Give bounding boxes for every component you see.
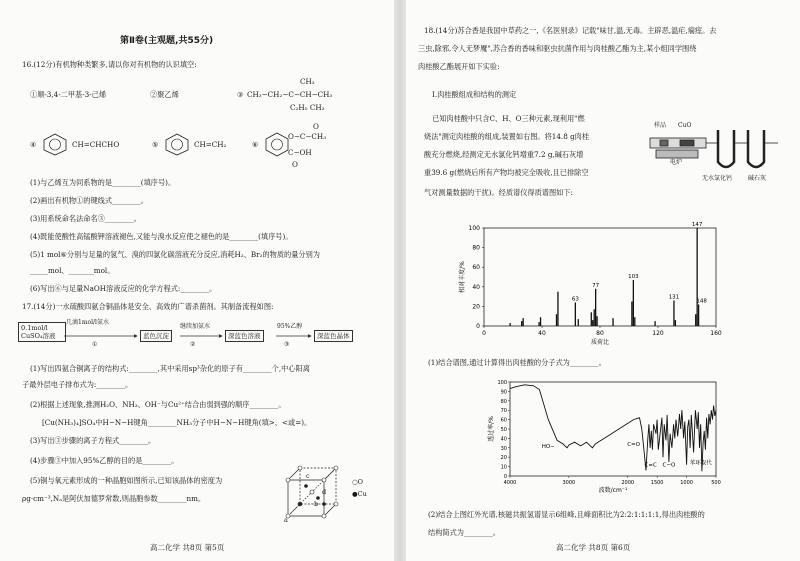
ir-xlabel: 波数/cm⁻¹: [598, 487, 628, 494]
flow-step-3: 95%乙醇: [277, 323, 303, 330]
q18-q2-2: 结构简式为________。: [428, 528, 500, 537]
ms-ytick-label: 60: [472, 264, 480, 272]
q16-sub-3: (3)用系统命名法命名③________。: [30, 214, 141, 223]
mass-spectrum-chart: [456, 222, 726, 346]
part1-line-1: 已知肉桂酸中只含C、H、O三种元素,现利用"燃: [432, 114, 585, 123]
part1-line-4: 重39.6 g(燃烧后所有产物均被完全吸收,且已排除空: [424, 168, 589, 177]
q16-item-2: ②聚乙烯: [150, 90, 179, 99]
cell-label-c: c: [306, 472, 310, 480]
cell-label-b: b: [314, 500, 319, 508]
ms-ytick-label: 40: [472, 283, 480, 291]
part1-title: Ⅰ.肉桂酸组成和结构的测定: [432, 90, 517, 99]
app-label-cuo: CuO: [678, 122, 692, 129]
ir-ytick-label: 50: [500, 427, 507, 433]
ir-xtick-label: 3000: [562, 480, 576, 486]
part1-line-2: 烧法"测定肉桂酸的组成,装置如右图。将14.8 g肉桂: [424, 132, 590, 141]
q16-sub-1: (1)与乙烯互为同系物的是________(填序号)。: [30, 178, 176, 187]
ir-ytick-label: 60: [500, 417, 507, 424]
ir-xtick-label: 500: [711, 480, 721, 486]
ir-annotation: C=O: [627, 441, 640, 448]
flow-box-1: 蓝色沉淀: [140, 330, 172, 342]
ms-ytick-label: 80: [472, 244, 480, 252]
q16-item-5: ⑤: [152, 140, 159, 149]
right-page: [406, 0, 800, 561]
ms-peak-label: 147: [691, 222, 703, 228]
ir-annotation: HO−: [541, 443, 555, 450]
app-label-cacl2: 无水氯化钙: [702, 175, 733, 182]
q16-item-5-group: CH=CH₂: [194, 140, 227, 149]
ms-xlabel: 质荷比: [590, 339, 610, 346]
flow-step-2: 继续加氨水: [180, 323, 211, 330]
ms-xtick-label: 40: [538, 330, 546, 337]
ir-annotation: C−O: [662, 462, 676, 469]
q16-sub-2: (2)画出有机物①的键线式________。: [30, 196, 148, 205]
combustion-apparatus: [646, 110, 796, 182]
ir-ytick-label: 0: [503, 474, 507, 480]
ir-spectrum-line: [510, 385, 716, 472]
ir-ytick-label: 30: [500, 445, 507, 452]
q17-sub-1: (1)写出四氨合铜离子的结构式:________,其中采用sp³杂化的原子有________个,中心阳离: [30, 364, 310, 373]
q16-item-3-label: ③: [237, 90, 244, 99]
q18-stem-3: 肉桂酸乙酯展开如下实验:: [418, 62, 500, 71]
flow-num-1: ①: [92, 341, 98, 348]
ms-ylabel: 相对丰度/%: [459, 261, 466, 293]
ir-ytick-label: 90: [500, 389, 507, 396]
q16-sub-5: (5)1 mol⑥分别与足量的氢气、溴的四氯化碳溶液充分反应,消耗H₂、Br₂的物质的量分别为: [30, 250, 320, 259]
ms-peak-label: 63: [571, 296, 579, 303]
q17-sub-5b: ρg·cm⁻³,Nₐ是阿伏加德罗常数,则晶胞参数________nm。: [22, 494, 206, 503]
q18-q2-1: (2)结合上图红外光谱,核磁共振氢谱显示6组峰,且峰面积比为2:2:1:1:1:1,得出肉桂酸的: [428, 510, 705, 519]
q17-sub-5: (5)铜与氧元素形成的一种晶胞如图所示,已知该晶体的密度为: [30, 476, 223, 485]
q16-item-3-formula: CH₃−CH₂−C−CH−CH₃: [247, 90, 333, 99]
cell-label-d: d: [322, 488, 327, 496]
ms-ytick-label: 100: [468, 225, 480, 232]
ir-ytick-label: 10: [500, 464, 507, 471]
ir-ytick-label: 70: [500, 408, 507, 415]
footer-left: 高二化学 共8页 第5页: [150, 543, 225, 552]
ir-ytick-label: 80: [500, 398, 507, 405]
ir-xtick-label: 1000: [680, 480, 693, 486]
ms-xtick-label: 0: [482, 330, 486, 337]
ms-xtick-label: 160: [710, 330, 722, 337]
q17-sub-3: (3)写出③步骤的离子方程式________。: [30, 436, 156, 445]
app-label-sodalime: 碱石灰: [748, 175, 767, 182]
flow-box-2: 深蓝色溶液: [225, 330, 264, 342]
flow-box-3: 深蓝色晶体: [314, 330, 353, 342]
q17-stem: 17.(14分)一水硫酸四氨合铜晶体是安全、高效的广谱杀菌剂。其制备流程如图:: [22, 302, 274, 311]
q16-stem: 16.(12分)有机物种类繁多,请以你对有机物的认识填空:: [22, 60, 197, 69]
q16-item-6-o2: O: [292, 160, 298, 169]
cell-legend-cu: ●Cu: [352, 490, 367, 498]
q16-sub-5b: _____mol、_______mol。: [30, 266, 115, 275]
unit-cell-diagram: [280, 462, 350, 524]
ms-frame: [484, 228, 716, 326]
flow-num-3: ③: [284, 341, 290, 348]
ir-xtick-label: 2000: [621, 480, 635, 486]
ir-ytick-label: 100: [497, 380, 507, 386]
q16-item-3-bottom: C₂H₅ CH₃: [290, 103, 325, 112]
ms-xtick-label: 80: [596, 330, 604, 337]
q16-item-6: ⑥: [252, 140, 259, 149]
page-gutter: [394, 0, 406, 561]
q17-sub-2b: [Cu(NH₃)₄]SO₄中H−N−H键角________NH₃分子中H−N−H键角(填>、<或=)。: [42, 418, 312, 427]
ir-annotation: C=C: [644, 462, 657, 469]
ms-peak-label: 148: [696, 298, 707, 305]
ms-ytick-label: 20: [472, 303, 480, 311]
ir-xtick-label: 4000: [503, 480, 517, 486]
section-title: 第Ⅱ卷(主观题,共55分): [120, 36, 214, 46]
q16-item-6-acetyl: O−C−CH₃: [288, 132, 327, 141]
ms-xtick-label: 120: [652, 330, 664, 337]
q16-sub-6: (6)写出⑥与足量NaOH溶液反应的化学方程式:________。: [30, 284, 217, 293]
q17-sub-2: (2)根据上述现象,推测H₂O、NH₃、OH⁻与Cu²⁺结合由弱到强的顺序________。: [30, 400, 286, 409]
ir-ylabel: 透过率/%: [488, 416, 495, 442]
left-page: [0, 0, 394, 561]
q16-sub-4: (4)既能使酸性高锰酸钾溶液褪色,又能与溴水反应使之褪色的是________(填序号)。: [30, 232, 293, 241]
cell-legend-o: ○O: [352, 478, 364, 486]
footer-right: 高二化学 共8页 第6页: [556, 543, 631, 552]
ms-peak-label: 103: [628, 273, 639, 280]
ms-peak-label: 131: [668, 294, 680, 301]
q16-item-1: ①顺-3,4-二甲基-3-己烯: [30, 90, 107, 99]
q17-sub-1b: 子最外层电子排布式为:________。: [22, 380, 133, 389]
part1-line-5: 气对测量数据的干扰)。经质谱仪得质谱图如下:: [424, 188, 573, 197]
part1-line-3: 酸充分燃烧,经测定无水氯化钙增重7.2 g,碱石灰增: [424, 150, 584, 159]
q16-item-6-o1: O: [313, 122, 319, 131]
ir-spectrum-chart: [486, 378, 726, 494]
q18-stem-2: 三虫,除邪,令人无梦魇",苏合香的香味和驱虫抗菌作用与肉桂酸乙酯为主,某小组同学围绕: [418, 44, 697, 53]
q16-item-4: ④: [30, 140, 37, 149]
flow-start-box: 0.1mol/l CuSO₄溶液: [18, 322, 66, 342]
app-label-sample: 样品: [654, 122, 667, 129]
cell-label-a: a: [284, 516, 288, 524]
q16-item-6-acid: C−OH: [288, 148, 312, 157]
q17-sub-4: (4)步骤③中加入95%乙醇的目的是________。: [30, 456, 179, 465]
ir-ytick-label: 40: [500, 436, 507, 443]
ir-xtick-label: 1500: [650, 480, 664, 486]
q16-item-3-top: CH₃: [300, 77, 315, 86]
ir-annotation: 苯环取代: [689, 460, 712, 467]
q16-item-4-group: CH=CHCHO: [72, 140, 120, 149]
app-label-furnace: 电炉: [670, 159, 683, 166]
flow-num-2: ②: [190, 341, 196, 348]
q18-q1: (1)结合谱图,通过计算得出肉桂酸的分子式为________。: [428, 358, 606, 367]
ms-peak-label: 77: [592, 282, 600, 289]
ir-ytick-label: 20: [500, 455, 507, 462]
ms-ytick-label: 0: [476, 323, 480, 330]
q18-stem-1: 18.(14分)苏合香是我国中草药之一,《名医别录》记载"味甘,温,无毒。主辟恶,温疟,痫痓。去: [424, 26, 717, 35]
flow-step-1: 几滴1mol/l氨水: [66, 319, 109, 326]
